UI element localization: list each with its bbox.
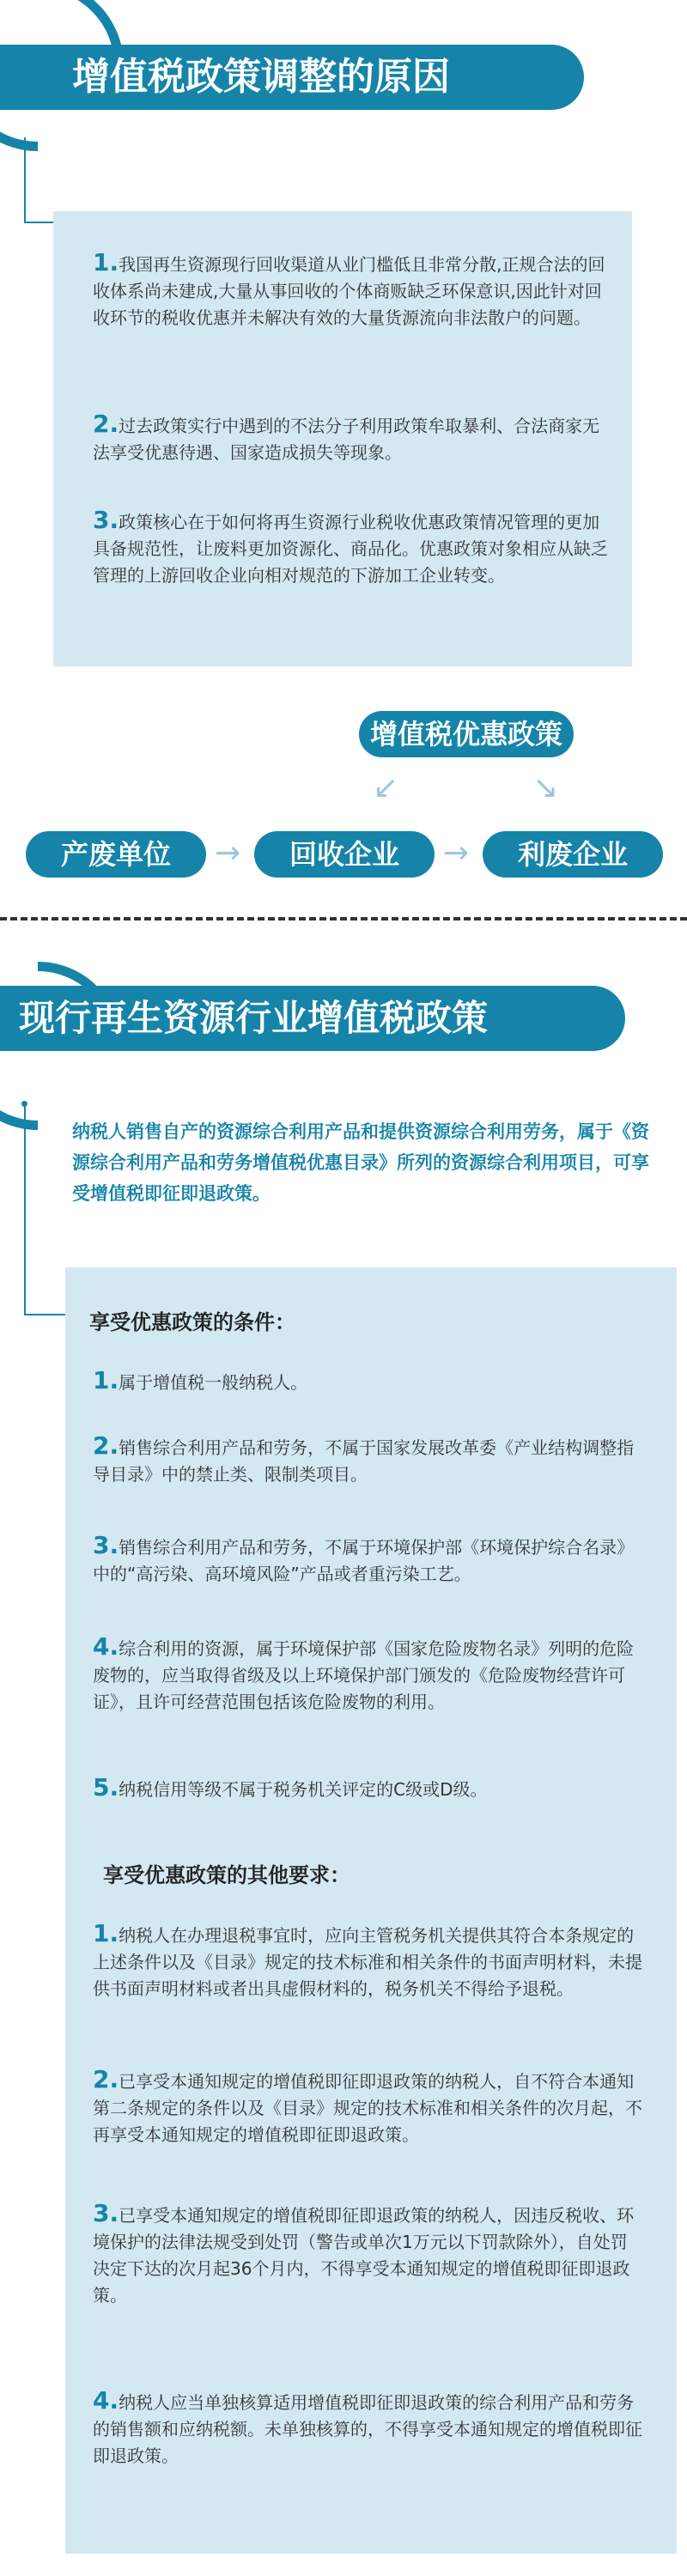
section1-banner	[0, 45, 584, 110]
connector-line	[24, 1106, 26, 1315]
flow-node-producer: 产废单位	[26, 831, 206, 878]
arrow-down-left-icon: ↙	[373, 770, 399, 805]
reason-item: 1.我国再生资源现行回收渠道从业门槛低且非常分散,正规合法的回收体系尚未建成,大量从事回收的个体商贩缺乏环保意识,因此针对回收环节的税收优惠并未解决有效的大量货源流向非法散户的问题。	[93, 248, 605, 328]
condition-item: 4.综合利用的资源，属于环境保护部《国家危险废物名录》列明的危险废物的，应当取得省级及以上环境保护部门颁发的《危险废物经营许可证》，且许可经营范围包括该危险废物的利用。	[93, 1632, 635, 1712]
condition-item: 2.销售综合利用产品和劳务，不属于国家发展改革委《产业结构调整指导目录》中的禁止类、限制类项目。	[93, 1431, 635, 1485]
requirement-item: 3.已享受本通知规定的增值税即征即退政策的纳税人，因违反税收、环境保护的法律法规受到处罚（警告或单次1万元以下罚款除外），自处罚决定下达的次月起36个月内，不得享受本通知规定的增值税即征即退政策。	[93, 2199, 635, 2306]
condition-item: 3.销售综合利用产品和劳务，不属于环境保护部《环境保护综合名录》中的“高污染、高环境风险”产品或者重污染工艺。	[93, 1531, 635, 1584]
flow-node-recycler: 回收企业	[254, 831, 435, 878]
requirement-item: 4.纳税人应当单独核算适用增值税即征即退政策的综合利用产品和劳务的销售额和应纳税额。未单独核算的，不得享受本通知规定的增值税即征即退政策。	[93, 2386, 642, 2466]
flow-node-user: 利废企业	[483, 831, 663, 878]
arrow-right-icon: →	[215, 835, 241, 871]
policy-intro: 纳税人销售自产的资源综合利用产品和提供资源综合利用劳务，属于《资源综合利用产品和劳务增值税优惠目录》所列的资源综合利用项目，可享受增值税即征即退政策。	[72, 1121, 649, 1204]
condition-item: 1.属于增值税一般纳税人。	[93, 1366, 308, 1394]
flow-top-node: 增值税优惠政策	[359, 711, 574, 757]
requirement-item: 1.纳税人在办理退税事宜时，应向主管税务机关提供其符合本条规定的上述条件以及《目录》规定的技术标准和相关条件的书面声明材料，未提供书面声明材料或者出具虚假材料的，税务机关不得给予退税。	[93, 1919, 642, 1999]
condition-item: 5.纳税信用等级不属于税务机关评定的C级或D级。	[93, 1773, 488, 1801]
conditions-heading: 享受优惠政策的条件：	[89, 1310, 295, 1334]
section-divider	[0, 917, 687, 920]
connector-line	[24, 137, 26, 223]
reason-item: 3.政策核心在于如何将再生资源行业税收优惠政策情况管理的更加具备规范性，让废料更加资源化、商品化。优惠政策对象相应从缺乏管理的上游回收企业向相对规范的下游加工企业转变。	[93, 506, 608, 586]
arrow-right-icon: →	[443, 835, 470, 871]
section1-title: 增值税政策调整的原因	[72, 55, 450, 99]
section2-banner	[0, 986, 625, 1051]
arrow-down-right-icon: ↘	[532, 770, 559, 805]
section2-title: 现行再生资源行业增值税政策	[19, 997, 489, 1039]
connector-line	[24, 1314, 65, 1315]
other-requirements-heading: 享受优惠政策的其他要求：	[103, 1863, 350, 1887]
reason-item: 2.过去政策实行中遇到的不法分子利用政策牟取暴利、合法商家无法享受优惠待遇、国家造成损失等现象。	[93, 410, 600, 463]
requirement-item: 2.已享受本通知规定的增值税即征即退政策的纳税人，自不符合本通知第二条规定的条件以及《目录》规定的技术标准和相关条件的次月起，不再享受本通知规定的增值税即征即退政策。	[93, 2065, 642, 2145]
connector-line	[24, 222, 53, 223]
